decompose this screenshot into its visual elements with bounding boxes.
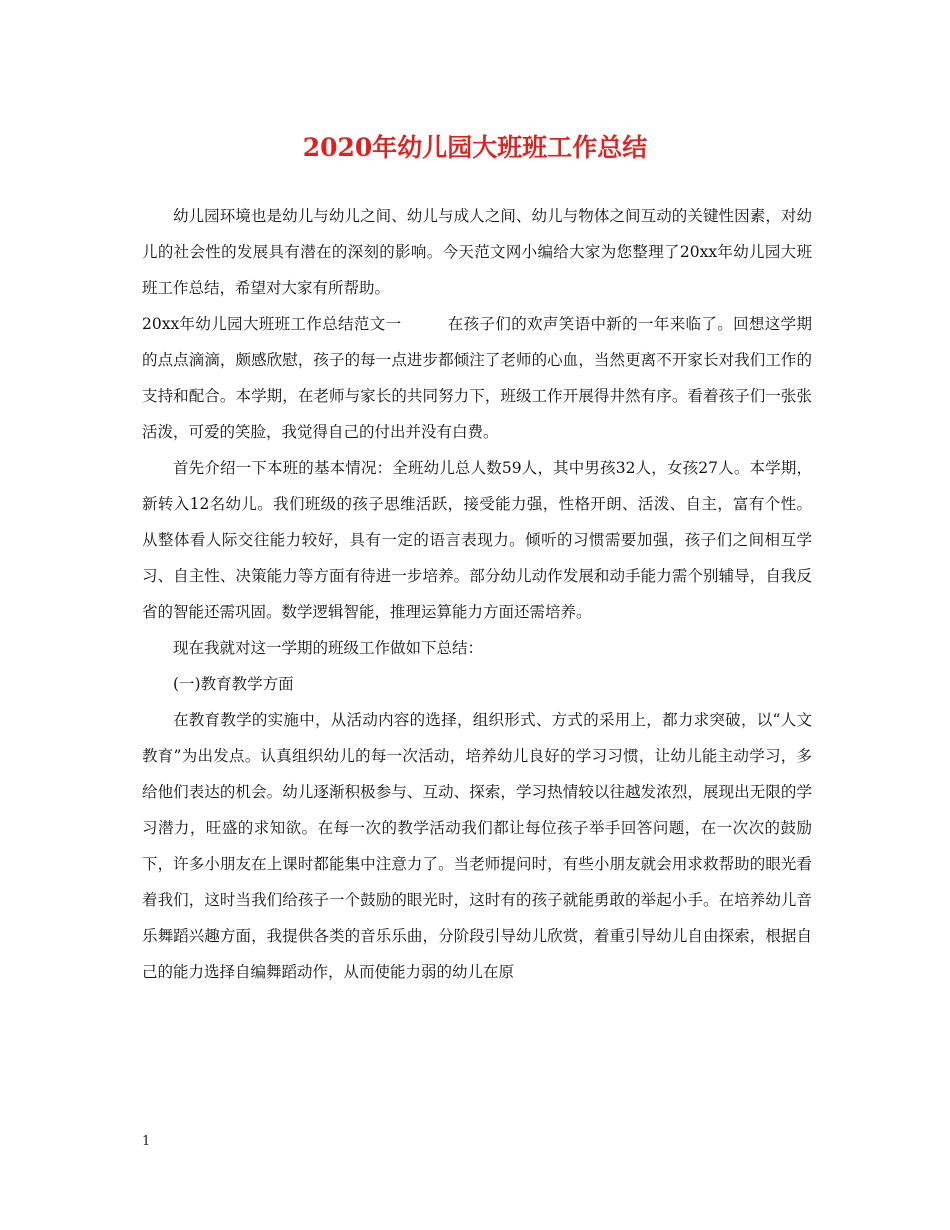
section-text: 在孩子们的欢声笑语中新的一年来临了。回想这学期的点点滴滴，颇感欣慰，孩子的每一点进步都倾注了老师的心血，当然更离不开家长对我们工作的支持和配合。本学期，在老师与家长的共同努力下，班级工作开展得井然有序。看着孩子们一张张活泼，可爱的笑脸，我觉得自己的付出并没有白费。 [142, 315, 812, 441]
document-body [142, 198, 812, 990]
page-number: 1 [142, 1134, 151, 1149]
basic-info-paragraph: 首先介绍一下本班的基本情况：全班幼儿总人数59人，其中男孩32人，女孩27人。本学期，新转入12名幼儿。我们班级的孩子思维活跃，接受能力强，性格开朗、活泼、自主，富有个性。从整体看人际交往能力较好，具有一定的语言表现力。倾听的习惯需要加强，孩子们之间相互学习、自主性、决策能力等方面有待进一步培养。部分幼儿动作发展和动手能力需个别辅导，自我反省的智能还需巩固。数学逻辑智能，推理运算能力方面还需培养。 [142, 459, 812, 621]
document-title: 2020年幼儿园大班班工作总结 [302, 133, 648, 162]
section-heading: 20xx年幼儿园大班班工作总结范文一 [142, 315, 402, 333]
summary-intro-paragraph: 现在我就对这一学期的班级工作做如下总结： [173, 639, 484, 657]
intro-paragraph: 幼儿园环境也是幼儿与幼儿之间、幼儿与成人之间、幼儿与物体之间互动的关键性因素，对幼儿的社会性的发展具有潜在的深刻的影响。今天范文网小编给大家为您整理了20xx年幼儿园大班班工作总结，希望对大家有所帮助。 [142, 207, 812, 297]
subheading-teaching: (一)教育教学方面 [173, 675, 294, 693]
section-paragraph [142, 306, 812, 450]
teaching-paragraph: 在教育教学的实施中，从活动内容的选择，组织形式、方式的采用上，都力求突破，以“人文教育”为出发点。认真组织幼儿的每一次活动，培养幼儿良好的学习习惯，让幼儿能主动学习，多给他们表达的机会。幼儿逐渐积极参与、互动、探索，学习热情较以往越发浓烈，展现出无限的学习潜力，旺盛的求知欲。在每一次的教学活动我们都让每位孩子举手回答问题，在一次次的鼓励下，许多小朋友在上课时都能集中注意力了。当老师提问时，有些小朋友就会用求救帮助的眼光看着我们，这时当我们给孩子一个鼓励的眼光时，这时有的孩子就能勇敢的举起小手。在培养幼儿音乐舞蹈兴趣方面，我提供各类的音乐乐曲，分阶段引导幼儿欣赏，着重引导幼儿自由探索，根据自己的能力选择自编舞蹈动作，从而使能力弱的幼儿在原 [142, 711, 812, 981]
